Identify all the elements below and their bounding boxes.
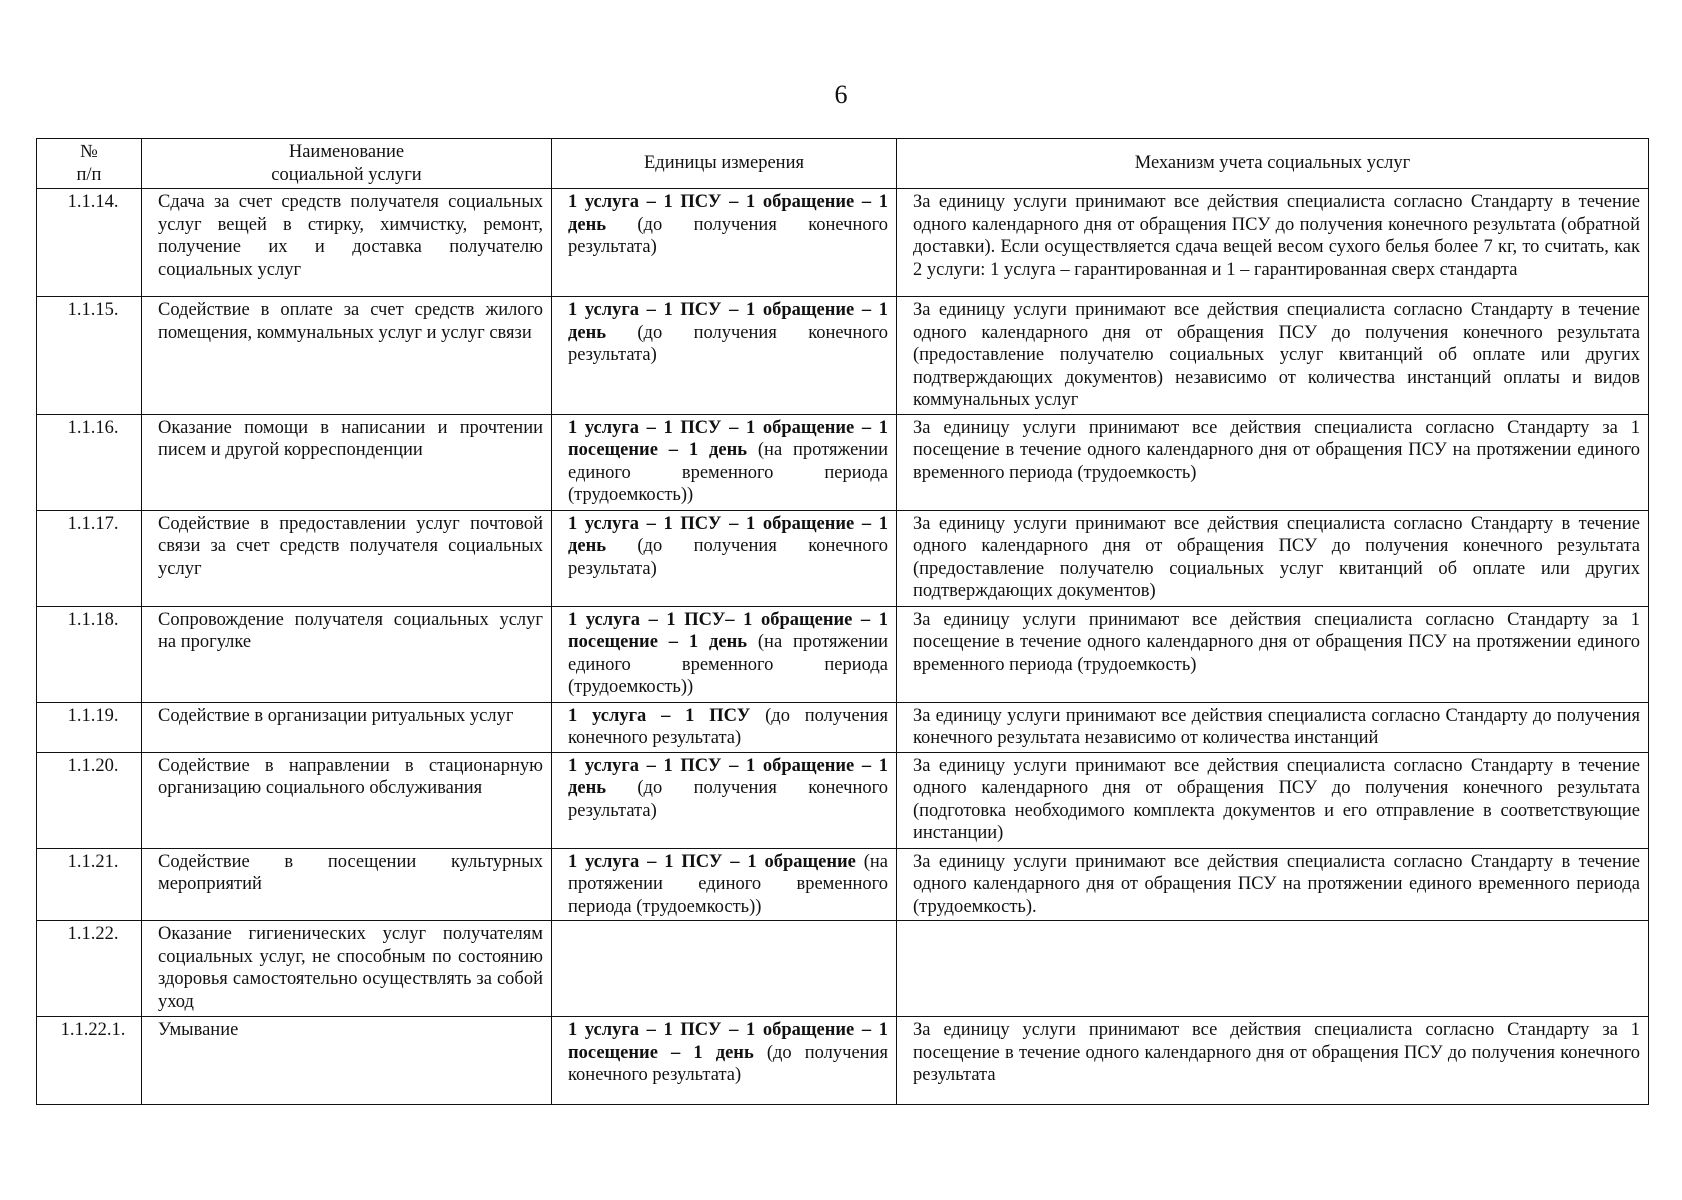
service-unit (552, 414, 897, 510)
service-name: Содействие в направлении в стационарную организацию социального обслуживания (142, 752, 552, 848)
service-unit (552, 1017, 897, 1105)
header-name-line2: социальной услуги (271, 164, 422, 185)
table-header-row (37, 139, 1649, 189)
service-mechanism: За единицу услуги принимают все действия специалиста согласно Стандарту за 1 посещение в течение одного календарного дня от обращения ПСУ на протяжении единого временного периода (трудоемкость) (897, 606, 1649, 702)
table-row (37, 702, 1649, 752)
unit-formula: 1 услуга – 1 ПСУ– 1 обращение – 1 посещение – 1 день (568, 609, 888, 652)
header-number-line2: п/п (76, 164, 102, 185)
service-unit (552, 848, 897, 921)
unit-formula: 1 услуга – 1 ПСУ – 1 обращение – 1 посещение – 1 день (568, 1020, 888, 1063)
table-row (37, 189, 1649, 297)
service-name: Оказание гигиенических услуг получателям социальных услуг, не способным по состоянию здоровья самостоятельно осуществлять за собой уход (142, 921, 552, 1017)
services-table (36, 138, 1649, 1105)
unit-note: (до получения конечного результата) (568, 536, 888, 579)
unit-note: (на протяжении единого временного периода (трудоемкость)) (568, 440, 888, 505)
service-name: Содействие в предоставлении услуг почтовой связи за счет средств получателя социальных услуг (142, 510, 552, 606)
unit-note: (до получения конечного результата) (568, 778, 888, 821)
header-units: Единицы измерения (552, 139, 897, 189)
table-row (37, 606, 1649, 702)
unit-formula: 1 услуга – 1 ПСУ – 1 обращение – 1 день (568, 300, 888, 343)
unit-note: (на протяжении единого временного периода (трудоемкость)) (568, 632, 888, 697)
service-name: Сдача за счет средств получателя социальных услуг вещей в стирку, химчистку, ремонт, получение их и доставка получателю социальных услуг (142, 189, 552, 297)
table-row (37, 297, 1649, 415)
service-name: Сопровождение получателя социальных услуг на прогулке (142, 606, 552, 702)
service-mechanism: За единицу услуги принимают все действия специалиста согласно Стандарту в течение одного календарного дня от обращения ПСУ на протяжении единого временного периода (трудоемкость). (897, 848, 1649, 921)
service-mechanism: За единицу услуги принимают все действия специалиста согласно Стандарту в течение одного календарного дня от обращения ПСУ до получения конечного результата (предоставление получателю социальных услуг квитанций об оплате или других подтверждающих документов) (897, 510, 1649, 606)
unit-formula: 1 услуга – 1 ПСУ (568, 705, 751, 726)
service-unit (552, 297, 897, 415)
unit-formula: 1 услуга – 1 ПСУ – 1 обращение – 1 день (568, 192, 888, 235)
table-row (37, 414, 1649, 510)
service-unit (552, 702, 897, 752)
service-unit (552, 921, 897, 1017)
service-mechanism: За единицу услуги принимают все действия специалиста согласно Стандарту в течение одного календарного дня от обращения ПСУ до получения конечного результата (подготовка необходимого комплекта документов и его отправление в соответствующие инстанции) (897, 752, 1649, 848)
table-row (37, 1017, 1649, 1105)
service-mechanism: За единицу услуги принимают все действия специалиста согласно Стандарту за 1 посещение в течение одного календарного дня от обращения ПСУ на протяжении единого временного периода (трудоемкость) (897, 414, 1649, 510)
row-number: 1.1.19. (37, 702, 142, 752)
page-number: 6 (834, 80, 848, 109)
row-number: 1.1.21. (37, 848, 142, 921)
unit-formula: 1 услуга – 1 ПСУ – 1 обращение – 1 день (568, 513, 888, 556)
table-row (37, 848, 1649, 921)
service-mechanism: За единицу услуги принимают все действия специалиста согласно Стандарту за 1 посещение в течение одного календарного дня от обращения ПСУ до получения конечного результата (897, 1017, 1649, 1105)
service-unit (552, 752, 897, 848)
header-service-name (142, 139, 552, 189)
unit-note: (до получения конечного результата) (568, 705, 888, 748)
table-row (37, 921, 1649, 1017)
service-mechanism: За единицу услуги принимают все действия специалиста согласно Стандарту в течение одного календарного дня от обращения ПСУ до получения конечного результата (обратной доставки). Если осуществляется сдача вещей весом сухого белья более 7 кг, то считать, как 2 услуги: 1 услуга – гарантированная и 1 – гарантированная сверх стандарта (897, 189, 1649, 297)
header-number (37, 139, 142, 189)
unit-note: (на протяжении единого временного периода (трудоемкость)) (568, 851, 888, 917)
unit-note: (до получения конечного результата) (568, 214, 888, 257)
header-name-line1: Наименование (288, 142, 405, 162)
service-unit (552, 189, 897, 297)
table-row (37, 510, 1649, 606)
service-unit (552, 510, 897, 606)
row-number: 1.1.17. (37, 510, 142, 606)
unit-note: (до получения конечного результата) (568, 322, 888, 365)
row-number: 1.1.14. (37, 189, 142, 297)
service-mechanism (897, 921, 1649, 1017)
service-name: Содействие в организации ритуальных услуг (142, 702, 552, 752)
row-number: 1.1.22. (37, 921, 142, 1017)
row-number: 1.1.22.1. (37, 1017, 142, 1105)
service-unit (552, 606, 897, 702)
service-name: Содействие в оплате за счет средств жилого помещения, коммунальных услуг и услуг связи (142, 297, 552, 415)
header-number-line1: № (80, 142, 98, 162)
service-name: Содействие в посещении культурных мероприятий (142, 848, 552, 921)
unit-formula: 1 услуга – 1 ПСУ – 1 обращение – 1 посещение – 1 день (568, 417, 888, 460)
row-number: 1.1.15. (37, 297, 142, 415)
table-row (37, 752, 1649, 848)
row-number: 1.1.18. (37, 606, 142, 702)
unit-formula: 1 услуга – 1 ПСУ – 1 обращение (568, 851, 856, 872)
service-mechanism: За единицу услуги принимают все действия специалиста согласно Стандарту до получения конечного результата независимо от количества инстанций (897, 702, 1649, 752)
unit-note: (до получения конечного результата) (568, 1042, 888, 1085)
row-number: 1.1.16. (37, 414, 142, 510)
unit-formula: 1 услуга – 1 ПСУ – 1 обращение – 1 день (568, 755, 888, 798)
service-name: Оказание помощи в написании и прочтении писем и другой корреспонденции (142, 414, 552, 510)
service-mechanism: За единицу услуги принимают все действия специалиста согласно Стандарту в течение одного календарного дня от обращения ПСУ до получения конечного результата (предоставление получателю социальных услуг квитанций об оплате или других подтверждающих документов) независимо от количества инстанций оплаты и видов коммунальных услуг (897, 297, 1649, 415)
header-mechanism: Механизм учета социальных услуг (897, 139, 1649, 189)
service-name: Умывание (142, 1017, 552, 1105)
row-number: 1.1.20. (37, 752, 142, 848)
